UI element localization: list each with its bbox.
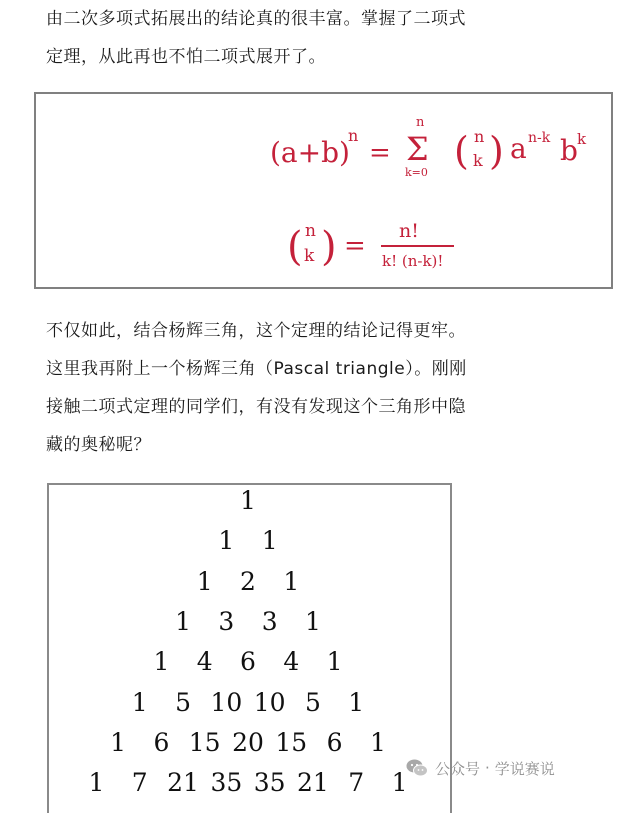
pascal-row-8 [49,763,450,803]
formula-binom2-open: ( [287,224,303,270]
pascal-number: 10 [210,687,243,717]
pascal-number: 1 [348,687,365,717]
formula-lhs-exponent: n [348,126,359,145]
formula-term-b: b [560,134,578,167]
pascal-number: 21 [167,768,199,798]
intro-paragraph [46,0,586,76]
watermark-account: 学说赛说 [494,759,555,778]
formula-binom-top: n [474,127,485,146]
pascal-number: 21 [297,768,329,798]
pascal-number: 1 [261,526,278,556]
pascal-number: 35 [210,768,243,798]
pascal-number: 3 [218,606,235,636]
pascal-number: 1 [240,486,256,515]
pascal-number: 15 [188,727,221,757]
pascal-line-1: 不仅如此，结合杨辉三角，这个定理的结论记得更牢。 [46,321,466,341]
pascal-line-3: 接触二项式定理的同学们，有没有发现这个三角形中隐 [46,397,466,417]
pascal-number: 1 [283,566,300,596]
formula-term-a-exponent: n-k [528,130,551,146]
formula-handwriting [36,94,611,287]
formula-sum-bottom: k=0 [405,166,428,179]
pascal-line-4: 藏的奥秘呢？ [46,435,151,455]
pascal-number: 1 [369,727,386,757]
formula-fraction-numerator: n! [399,220,419,242]
pascal-row-4 [49,602,450,642]
pascal-number: 1 [391,768,408,798]
pascal-number: 6 [240,647,256,677]
pascal-row-3 [49,562,450,602]
formula-fraction-denominator: k! (n-k)! [382,252,444,270]
formula-equals-2: = [344,231,366,261]
pascal-number: 6 [326,727,343,757]
pascal-number: 15 [275,727,308,757]
intro-line-2: 定理，从此再也不怕二项式展开了。 [46,47,326,67]
formula-binom-open: ( [454,129,469,173]
formula-sum-symbol: Σ [406,130,429,168]
formula-lhs: (a+b) [270,136,350,169]
pascal-number: 1 [326,647,343,677]
pascal-number: 3 [261,606,278,636]
pascal-number: 1 [88,768,105,798]
pascal-row-1 [49,483,450,521]
formula-binom-close: ) [489,129,504,173]
pascal-number: 10 [253,687,286,717]
formula-term-a: a [510,132,527,165]
pascal-number: 2 [240,566,256,596]
formula-sum-top: n [416,115,425,130]
pascal-number: 1 [153,647,170,677]
pascal-number: 6 [153,727,170,757]
pascal-number: 5 [175,687,191,717]
formula-binom2-top: n [305,221,316,241]
pascal-row-7 [49,723,450,763]
pascal-number: 1 [196,566,213,596]
formula-binom2-bottom: k [304,246,315,266]
watermark-separator: · [485,759,490,777]
pascal-paragraph [46,312,586,464]
pascal-number: 7 [348,768,365,798]
pascal-row-2 [49,521,450,561]
watermark [405,754,555,782]
pascal-row-5 [49,642,450,682]
formula-equals: = [369,138,391,168]
binomial-formula-image [34,92,613,289]
pascal-number: 1 [304,606,321,636]
pascal-number: 4 [283,647,300,677]
pascal-number: 20 [232,727,264,757]
wechat-icon [405,756,429,780]
pascal-number: 4 [196,647,213,677]
pascal-number: 1 [110,727,127,757]
pascal-number: 7 [131,768,148,798]
watermark-source: 公众号 [435,759,481,778]
pascal-row-6 [49,683,450,723]
pascal-number: 5 [304,687,321,717]
pascal-number: 1 [218,526,235,556]
formula-binom2-close: ) [321,224,337,270]
formula-term-b-exponent: k [577,130,587,148]
pascal-triangle-image [47,483,452,813]
formula-binom-bottom: k [473,151,483,170]
pascal-number: 35 [253,768,286,798]
pascal-number: 1 [131,687,148,717]
intro-line-1: 由二次多项式拓展出的结论真的很丰富。掌握了二项式 [46,9,466,29]
pascal-number: 1 [175,606,191,636]
pascal-line-2: 这里我再附上一个杨辉三角（Pascal triangle）。刚刚 [46,359,467,379]
